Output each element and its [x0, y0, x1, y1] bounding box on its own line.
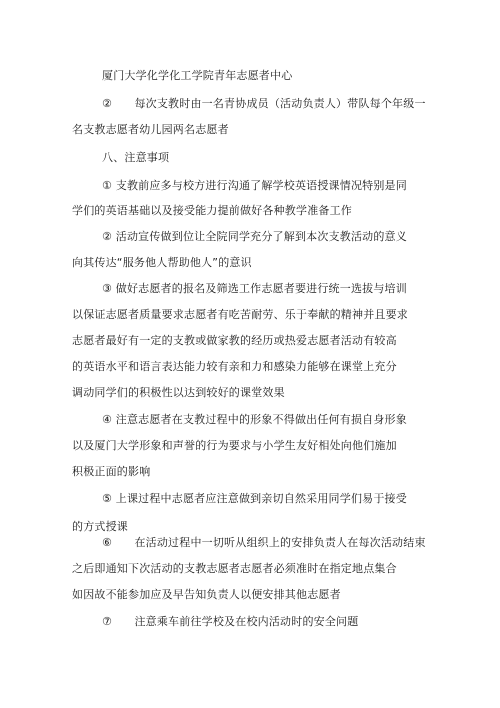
item-2-line-2: 名支教志愿者幼儿园两名志愿者 — [72, 123, 229, 136]
note-3-line-4: 的英语水平和语言表达能力较有亲和力和感染力能够在课堂上充分 — [72, 360, 397, 373]
note-7-line-1: ⑦ 注意乘车前往学校及在校内活动时的安全问题 — [102, 615, 359, 628]
note-3-line-5: 调动同学们的积极性以达到较好的课堂效果 — [72, 386, 285, 399]
note-6-line-3: 如因故不能参加应及早告知负责人以便安排其他志愿者 — [72, 588, 341, 601]
note-2-line-1: ② 活动宣传做到位让全院同学充分了解到本次支教活动的意义 — [102, 230, 407, 243]
note-4-line-1: ④ 注意志愿者在支教过程中的形象不得做出任何有损自身形象 — [102, 413, 407, 426]
note-4-line-2: 以及厦门大学形象和声誉的行为要求与小学生友好相处向他们施加 — [72, 439, 397, 452]
note-3-line-2: 以保证志愿者质量要求志愿者有吃苦耐劳、乐于奉献的精神并且要求 — [72, 308, 408, 321]
note-4-line-3: 积极正面的影响 — [72, 465, 151, 478]
note-3-line-3: 志愿者最好有一定的支教或做家教的经历或热爱志愿者活动有较高 — [72, 334, 397, 347]
section-heading: 八、注意事项 — [102, 151, 170, 164]
note-5-line-1: ⑤ 上课过程中志愿者应注意做到亲切自然采用同学们易于接受 — [102, 492, 407, 505]
note-1-line-2: 学们的英语基础以及接受能力提前做好各种教学准备工作 — [72, 204, 352, 217]
org-name-line: 厦门大学化学化工学院青年志愿者中心 — [102, 69, 293, 82]
note-2-line-2: 向其传达“服务他人帮助他人”的意识 — [72, 256, 252, 269]
note-6-line-1: ⑥ 在活动过程中一切听从组织上的安排负责人在每次活动结束 — [102, 536, 426, 549]
item-2-line-1: ② 每次支教时由一名青协成员（活动负责人）带队每个年级一 — [102, 97, 426, 110]
note-3-line-1: ③ 做好志愿者的报名及筛选工作志愿者要进行统一选拔与培训 — [102, 282, 407, 295]
note-6-line-2: 之后即通知下次活动的支教志愿者志愿者必须准时在指定地点集合 — [72, 562, 397, 575]
note-1-line-1: ① 支教前应多与校方进行沟通了解学校英语授课情况特别是同 — [102, 179, 407, 192]
note-5-line-2: 的方式授课 — [72, 520, 128, 533]
